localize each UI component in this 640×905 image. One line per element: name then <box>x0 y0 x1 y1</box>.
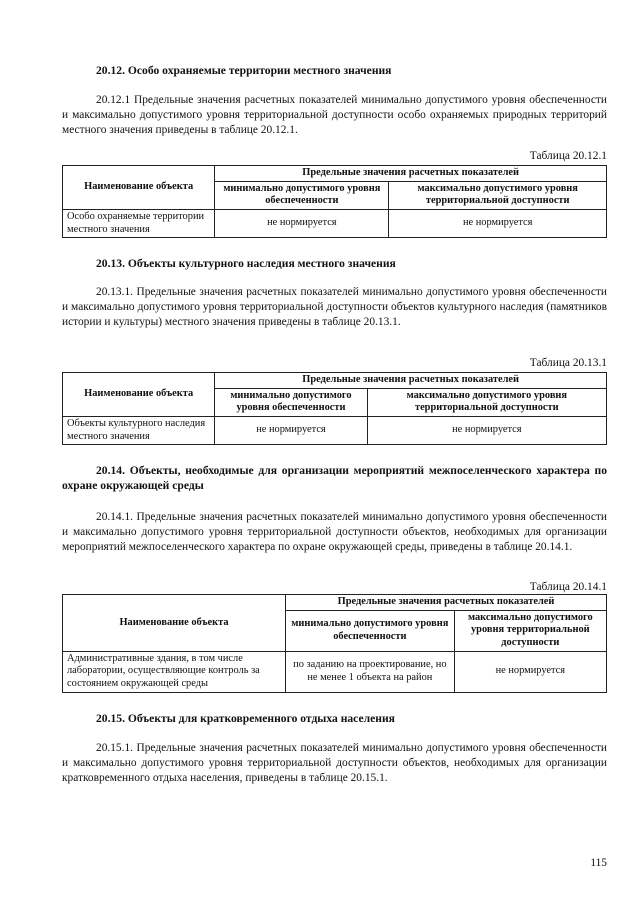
page-number: 115 <box>590 857 607 869</box>
col-header-max: максимально допустимого уровня территориальной доступности <box>389 181 607 209</box>
table-row <box>63 417 607 445</box>
table-20-12-1 <box>62 165 607 238</box>
table-caption-20-12-1: Таблица 20.12.1 <box>529 150 607 162</box>
col-group-header: Предельные значения расчетных показателей <box>215 166 607 182</box>
table-20-13-1 <box>62 372 607 445</box>
table-caption-20-13-1: Таблица 20.13.1 <box>529 357 607 369</box>
paragraph-20-12-1: 20.12.1 Предельные значения расчетных показателей минимально допустимого уровня обеспеченности и максимально допустимого уровня территориальной доступности особо охраняемых природных территорий местного значения приведены в таблице 20.12.1. <box>62 94 607 137</box>
col-header-max: максимально допустимого уровня территориальной доступности <box>367 388 606 416</box>
col-header-name: Наименование объекта <box>63 166 215 210</box>
paragraph-20-13-1: 20.13.1. Предельные значения расчетных показателей минимально допустимого уровня обеспеченности и максимально допустимого уровня территориальной доступности объектов культурного наследия (памятников истории и культуры) местного значения приведены в таблице 20.13.1. <box>62 286 607 329</box>
cell-name: Административные здания, в том числе лаборатории, осуществляющие контроль за состоянием окружающей среды <box>63 651 286 692</box>
paragraph-20-14-1: 20.14.1. Предельные значения расчетных показателей минимально допустимого уровня обеспеченности и максимально допустимого уровня территориальной доступности объектов, необходимых для организации мероприятий межпоселенческого характера по охране окружающей среды, приведены в таблице 20.14.1. <box>62 511 607 554</box>
table-row <box>63 210 607 238</box>
cell-name: Особо охраняемые территории местного значения <box>63 210 215 238</box>
cell-max: не нормируется <box>389 210 607 238</box>
cell-name: Объекты культурного наследия местного значения <box>63 417 215 445</box>
section-heading-20-12: 20.12. Особо охраняемые территории местного значения <box>96 64 392 77</box>
cell-max: не нормируется <box>454 651 606 692</box>
col-header-max: максимально допустимого уровня территориальной доступности <box>454 610 606 651</box>
table-caption-20-14-1: Таблица 20.14.1 <box>529 581 607 593</box>
table-20-14-1-wrap <box>62 594 607 693</box>
col-group-header: Предельные значения расчетных показателей <box>215 373 607 389</box>
col-header-name: Наименование объекта <box>63 595 286 652</box>
table-20-12-1-wrap <box>62 165 607 238</box>
paragraph-20-15-1: 20.15.1. Предельные значения расчетных показателей минимально допустимого уровня обеспеченности и максимально допустимого уровня территориальной доступности объектов, необходимых для организации кратковременного отдыха населения, приведены в таблице 20.15.1. <box>62 742 607 785</box>
cell-min: по заданию на проектирование, но не менее 1 объекта на район <box>286 651 455 692</box>
col-header-min: минимально допустимого уровня обеспеченности <box>286 610 455 651</box>
col-header-min: минимально допустимого уровня обеспеченности <box>215 181 389 209</box>
cell-min: не нормируется <box>215 210 389 238</box>
section-heading-20-14: 20.14. Объекты, необходимые для организации мероприятий межпоселенческого характера по охране окружающей среды <box>62 464 607 493</box>
section-heading-20-13: 20.13. Объекты культурного наследия местного значения <box>96 257 396 270</box>
table-20-13-1-wrap <box>62 372 607 445</box>
col-header-min: минимально допустимого уровня обеспеченности <box>215 388 367 416</box>
col-header-name: Наименование объекта <box>63 373 215 417</box>
col-group-header: Предельные значения расчетных показателей <box>286 595 607 611</box>
section-heading-20-15: 20.15. Объекты для кратковременного отдыха населения <box>96 712 395 725</box>
table-20-14-1 <box>62 594 607 693</box>
cell-min: не нормируется <box>215 417 367 445</box>
cell-max: не нормируется <box>367 417 606 445</box>
table-row <box>63 651 607 692</box>
